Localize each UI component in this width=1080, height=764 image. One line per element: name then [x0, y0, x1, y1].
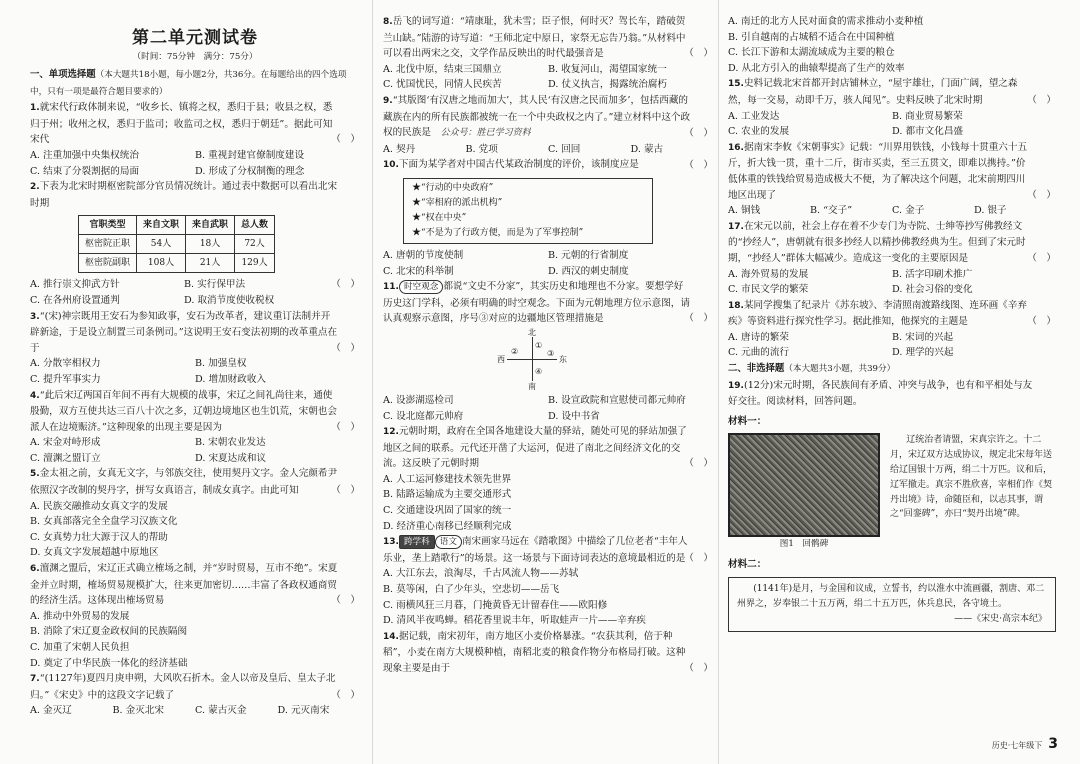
question-number: 8. — [383, 17, 393, 27]
compass-east: 东 — [559, 354, 567, 364]
question-number: 6. — [30, 564, 40, 575]
table-cell: 21人 — [186, 254, 235, 273]
option-a[interactable]: A. 分散宰相权力 — [30, 358, 101, 370]
option-d[interactable]: D. 清风半夜鸣蝉。稻花香里说丰年，听取蛙声一片——辛弃疾 — [383, 615, 646, 627]
answer-blank[interactable]: （ ） — [1027, 316, 1056, 328]
section-note: （本大题共18小题，每小题2分，共36分。在每题给出的四个选项中，只有一项是最符合题目要求的） — [30, 70, 347, 97]
question-text: 南宋画家马远在《踏歌图》中描绘了几位老者“丰年人乐业，垄上踏歌行”的场景。这一场景与下面诗词表达的意境最相近的是 — [383, 536, 688, 564]
material-1 — [728, 433, 1056, 553]
question-text: 史料记载北宋首都开封店铺林立，“屋宇雄壮，门面广阔，望之森然，每一交易，动即千万，骇人闻见”。史料反映了北宋时期 — [728, 78, 1018, 106]
option-b[interactable]: B. 陆路运输成为主要交通形式 — [383, 489, 512, 501]
option-c[interactable]: C. 加重了宋朝人民负担 — [30, 642, 130, 653]
question-number: 17. — [728, 221, 744, 232]
question-text: 某同学搜集了纪录片《苏东坡》、李清照南渡路线图、连环画《辛弃疾》等资料进行探究性学习。据此推知，他探究的主题是 — [728, 299, 1027, 328]
table-cell: 72人 — [235, 235, 275, 254]
question-number: 11. — [383, 282, 399, 293]
options-7 — [30, 703, 360, 719]
options-1 — [30, 148, 360, 179]
question-number: 15. — [728, 79, 744, 90]
question-number: 12. — [383, 427, 399, 438]
evaluation-item: ★“行动的中央政府” — [412, 182, 494, 193]
answer-blank[interactable]: （ ） — [684, 552, 713, 564]
question-text: 据记载，南宋初年，南方地区小麦价格暴涨。“农获其利，倍于种稻”，小麦在南方大规模种植，南稻北麦的粮食作物分布格局打破。这种现象主要是由于 — [383, 630, 686, 674]
page-footer — [992, 736, 1058, 752]
option-a[interactable]: A. 唐朝的节度使制 — [383, 249, 464, 261]
options-9 — [383, 142, 713, 158]
material-source: ——《宋史·高宗本纪》 — [954, 613, 1047, 624]
officials-table — [78, 215, 275, 273]
table-row — [79, 235, 275, 254]
column-divider — [372, 0, 373, 764]
option-c[interactable]: C. 设北庭都元帅府 — [383, 410, 464, 422]
question-text: 澶渊之盟后，宋辽正式确立榷场之制，并“岁时贸易，互市不绝”。宋夏金并立时期，榷场贸易规模扩大，往来更加密切……丰富了各政权通商贸的经济生活。这体现出榷场贸易 — [30, 563, 338, 607]
stele-image — [728, 433, 880, 537]
option-d[interactable]: D. 取消节度使收税权 — [184, 294, 275, 306]
marker-3: ③ — [547, 348, 555, 358]
option-d[interactable]: D. 经济重心南移已经顺利完成 — [383, 520, 512, 532]
question-number: 9. — [383, 95, 393, 106]
evaluation-item: ★“权在中央” — [412, 212, 467, 223]
option-a[interactable]: A. 推动中外贸易的发展 — [30, 610, 130, 622]
question-text: 都说“文史不分家”，其实历史和地理也不分家。要想学好历史这门学科，必须有明确的时空观念。下面为元朝地理方位示意图，请认真观察示意图，序号③对应的边疆地区管理措施是 — [383, 281, 690, 325]
option-c[interactable]: C. 女真势力壮大源于汉人的帮助 — [30, 531, 168, 543]
compass-north: 北 — [528, 327, 536, 337]
options-18 — [728, 330, 1056, 361]
answer-blank[interactable]: （ ） — [331, 279, 360, 291]
material-label: 材料二： — [728, 559, 767, 571]
table-header: 来自文职 — [137, 216, 186, 235]
options-8 — [383, 62, 713, 93]
marker-2: ② — [511, 346, 519, 356]
question-5 — [30, 466, 360, 498]
question-1 — [30, 100, 360, 148]
question-13 — [383, 534, 713, 566]
question-9 — [383, 93, 713, 142]
options-2-wrap — [30, 277, 360, 308]
marker-1: ① — [535, 340, 543, 350]
option-b[interactable]: B. 党项 — [465, 143, 498, 155]
answer-blank[interactable]: （ ） — [1027, 252, 1056, 264]
handwritten-note: 公众号：胜已学习资料 — [440, 128, 531, 139]
option-a[interactable]: A. 北伐中原，结束三国鼎立 — [383, 63, 502, 75]
question-number: 1. — [30, 103, 40, 114]
answer-blank[interactable]: （ ） — [1027, 189, 1056, 201]
option-a[interactable]: A. 人工运河修建技术领先世界 — [383, 473, 512, 485]
question-6 — [30, 561, 360, 609]
option-c[interactable]: C. 回回 — [548, 143, 581, 155]
figure-caption: 图1 回鹘碑 — [779, 539, 829, 550]
table-cell: 129人 — [235, 254, 275, 273]
question-14 — [383, 629, 713, 677]
option-c[interactable]: C. 北宋的科举制 — [383, 265, 454, 277]
material-label: 材料一： — [728, 415, 767, 427]
answer-blank[interactable]: （ ） — [331, 134, 360, 146]
option-d[interactable]: D. 元灭南宋 — [277, 705, 330, 717]
question-text: “其版图‘有汉唐之地而加大’，其人民‘有汉唐之民而加多’，包括西藏的藏族在内的所有民族都被统一在一个中央政权之内了。”建立材料中这个政权的民族是 — [383, 94, 691, 139]
option-a[interactable]: A. 契丹 — [383, 143, 416, 155]
question-number: 10. — [383, 160, 399, 171]
question-number: 7. — [30, 674, 40, 685]
material-text: (1141年)是月，与金国和议成，立誓书，约以淮水中流画疆，割唐、邓二州界之，岁奉银二十五万两，绢二十五万匹，休兵息民，各守境土。 — [737, 583, 1045, 609]
column-left — [30, 14, 360, 756]
footer-label: 历史·七年级下 — [991, 741, 1043, 750]
question-number: 2. — [30, 182, 40, 193]
column-middle — [383, 14, 713, 756]
option-c[interactable]: C. 交通建设巩固了国家的统一 — [383, 505, 512, 517]
direction-diagram — [383, 329, 713, 391]
table-cell: 18人 — [186, 235, 235, 254]
option-b[interactable]: B. 加强皇权 — [195, 358, 247, 370]
option-d[interactable]: D. 蒙古 — [630, 143, 664, 155]
subject-tag: 语文 — [435, 535, 462, 549]
question-text: 下表为北宋时期枢密院部分官员情况统计。通过表中数据可以看出北宋时期 — [30, 181, 338, 209]
question-text: 就宋代行政体制来说，“收乡长、镇将之权，悉归于县；收县之权，悉归于州；收州之权，悉归于监司；收监司之权，悉归于朝廷”。据此可知宋代 — [30, 102, 333, 146]
option-a[interactable]: A. 铜钱 — [728, 205, 761, 217]
option-b[interactable]: B. “交子” — [810, 205, 853, 217]
option-a[interactable]: A. 民族交融推动女真文字的发展 — [30, 500, 168, 512]
option-d[interactable]: D. 从北方引入的曲辕犁提高了生产的效率 — [728, 62, 905, 74]
option-d[interactable]: D. 银子 — [974, 205, 1007, 217]
question-3 — [30, 309, 360, 357]
page-number: 3 — [1048, 736, 1058, 752]
question-8 — [383, 14, 713, 62]
question-text: 下面为某学者对中国古代某政治制度的评价，该制度应是 — [398, 159, 639, 171]
option-c[interactable]: C. 蒙古灭金 — [195, 705, 247, 717]
question-17 — [728, 219, 1056, 267]
option-c[interactable]: C. 元曲的流行 — [728, 347, 790, 359]
options-15 — [728, 109, 1056, 140]
question-number: 5. — [30, 469, 40, 480]
table-header: 总人数 — [235, 216, 275, 235]
options-3 — [30, 356, 360, 387]
option-c[interactable]: C. 农业的发展 — [728, 126, 790, 138]
option-d[interactable]: D. 理学的兴起 — [892, 347, 954, 359]
option-a[interactable]: A. 海外贸易的发展 — [728, 268, 809, 280]
question-4 — [30, 388, 360, 436]
option-b[interactable]: B. 重视封建官僚制度建设 — [195, 149, 305, 161]
option-a[interactable]: A. 设澎湖巡检司 — [383, 394, 454, 406]
question-18 — [728, 298, 1056, 330]
question-19 — [728, 378, 1056, 410]
option-c[interactable]: C. 结束了分裂割据的局面 — [30, 165, 140, 177]
answer-blank[interactable]: （ ） — [331, 342, 360, 354]
option-d[interactable]: D. 增加财政收入 — [195, 373, 267, 385]
option-a[interactable]: A. 推行崇文抑武方针 — [30, 279, 120, 291]
option-b[interactable]: B. 实行保甲法 — [184, 279, 246, 291]
option-d[interactable]: D. 设中书省 — [548, 410, 600, 422]
option-c[interactable]: C. 雨横风狂三月暮，门掩黄昏无计留春住——欧阳修 — [383, 599, 608, 611]
options-17 — [728, 267, 1056, 298]
question-text: 金太祖之前，女真无文字，与邻族交往，使用契丹文字。金人完颜希尹依照汉字改制的契丹字，拼写女真语言，制成女真字。由此可知 — [30, 468, 338, 497]
option-c[interactable]: C. 市民文学的繁荣 — [728, 284, 809, 296]
question-number: 4. — [30, 390, 40, 401]
option-b[interactable]: B. 金灭北宋 — [112, 705, 165, 717]
question-7 — [30, 671, 360, 703]
option-b[interactable]: B. 商业贸易繁荣 — [892, 110, 963, 122]
category-tag: 跨学科 — [399, 535, 435, 549]
table-header: 官职类型 — [79, 216, 137, 235]
question-15 — [728, 76, 1056, 108]
option-b[interactable]: B. 宋朝农业发达 — [195, 437, 266, 449]
option-b[interactable]: B. 消除了宋辽夏金政权间的民族隔阂 — [30, 626, 188, 638]
answer-blank[interactable]: （ ） — [684, 458, 713, 470]
option-a[interactable]: A. 唐诗的繁荣 — [728, 331, 789, 343]
option-c[interactable]: C. 澶渊之盟订立 — [30, 452, 101, 464]
answer-blank[interactable]: （ ） — [684, 160, 713, 172]
question-text: “(1127年)夏四月庚申朔，大风吹石折木。金人以帝及皇后、皇太子北归。”《宋史》中的这段文字记载了 — [30, 673, 336, 701]
answer-blank[interactable]: （ ） — [684, 663, 713, 674]
compass-south: 南 — [528, 381, 536, 391]
answer-blank[interactable]: （ ） — [684, 313, 713, 325]
option-c[interactable]: C. 长江下游和太湖流域成为主要的粮仓 — [728, 47, 895, 59]
question-number: 18. — [728, 300, 744, 311]
answer-blank[interactable]: （ ） — [331, 485, 360, 497]
answer-blank[interactable]: （ ） — [684, 48, 713, 60]
option-c[interactable]: C. 忧国忧民，同情人民疾苦 — [383, 79, 502, 91]
option-b[interactable]: B. 莫等闲，白了少年头，空悲切——岳飞 — [383, 584, 560, 596]
material-text: 辽统治者请盟，宋真宗许之。十二月，宋辽双方达成协议，规定北宋每年送给辽国银十万两，绢二十万匹。议和后，辽军撤走。真宗不胜欣喜，宰相们作《契丹出境》诗，命随臣和，以志其事，谓之“回銮碑”，亦曰“契丹出境”碑。 — [890, 435, 1053, 520]
section-heading — [30, 67, 360, 100]
option-a[interactable]: A. 金灭辽 — [30, 705, 72, 717]
options-11 — [383, 393, 713, 424]
table-row — [79, 254, 275, 273]
options-16 — [728, 203, 1056, 219]
category-tag: 时空观念 — [399, 280, 443, 294]
answer-blank[interactable]: （ ） — [331, 421, 360, 433]
table-cell: 枢密院副职 — [79, 254, 137, 273]
options-2 — [30, 277, 338, 308]
option-c[interactable]: C. 提升军事实力 — [30, 373, 101, 385]
question-number: 13. — [383, 537, 399, 548]
material-2 — [728, 577, 1056, 632]
answer-blank[interactable]: （ ） — [1027, 94, 1056, 106]
compass-horizontal-line — [507, 359, 557, 360]
question-12 — [383, 424, 713, 472]
answer-blank[interactable]: （ ） — [331, 689, 360, 701]
question-text: “(宋)神宗既用王安石为参知政事，安石为改革者，建议重订法制并开辟新途，于是设立制置三司条例司。”这说明王安石变法初期的改革重点在于 — [30, 310, 338, 354]
evaluation-box — [403, 178, 653, 244]
marker-4: ④ — [535, 366, 543, 376]
option-c[interactable]: C. 金子 — [892, 205, 925, 217]
option-b[interactable]: B. 引自越南的占城稻不适合在中国种植 — [728, 31, 895, 43]
section-heading — [728, 361, 1056, 378]
option-a[interactable]: A. 注重加强中央集权统治 — [30, 149, 139, 161]
question-11 — [383, 279, 713, 327]
stele-figure — [728, 433, 880, 553]
option-d[interactable]: D. 都市文化昌盛 — [892, 126, 964, 138]
option-c[interactable]: C. 在各州府设置通判 — [30, 294, 120, 306]
option-d[interactable]: D. 仗义执言，揭露统治腐朽 — [548, 79, 667, 91]
exam-meta: （时间：75分钟 满分：75分） — [132, 52, 258, 62]
options-4 — [30, 435, 360, 466]
table-cell: 108人 — [137, 254, 186, 273]
question-text: 据南宋李攸《宋朝事实》记载：“川界用铁钱，小钱每十贯重六十五斤，折大钱一贯，重十二斤，街市买卖，至三五贯文，即难以携持。”价低体重的铁钱给贸易造成极大不便，为了解决这个问题，北宋前期四川地区出现了 — [728, 141, 1028, 201]
question-16 — [728, 140, 1056, 203]
option-b[interactable]: B. 元朝的行省制度 — [548, 249, 629, 261]
question-number: 14. — [383, 631, 399, 642]
question-number: 19. — [728, 380, 744, 391]
option-b[interactable]: B. 女真部落完全全盘学习汉族文化 — [30, 516, 178, 528]
option-a[interactable]: A. 工业发达 — [728, 110, 780, 122]
option-d[interactable]: D. 宋夏达成和议 — [195, 452, 267, 464]
option-b[interactable]: B. 活字印刷术推广 — [892, 268, 973, 280]
question-text: “此后宋辽两国百年间不再有大规模的战事，宋辽之间礼尚往来，通使殷勤，双方互使共达三百八十次之多，辽朝边境地区也生饥荒，宋朝也会派人在边境赈济。”这种现象的出现主要是因为 — [30, 389, 337, 433]
section-note: （本大题共3小题，共39分） — [784, 364, 896, 375]
question-text: 在宋元以前，社会上存在着不少专门为寺院、士绅等抄写佛教经文的“抄经人”，唐朝就有很多抄经人以精抄佛教经典为生。但到了宋元时期，“抄经人”群体大幅减少。造成这一变化的主要原因是 — [728, 220, 1026, 264]
option-b[interactable]: B. 宋词的兴起 — [892, 331, 954, 343]
column-right — [728, 14, 1056, 756]
option-d[interactable]: D. 女真文字发展超越中原地区 — [30, 547, 159, 559]
exam-title: 第二单元测试卷 — [132, 28, 258, 48]
question-text: 岳飞的词写道：“靖康耻，犹未雪；臣子恨，何时灭？驾长车，踏破贺兰山缺。”陆游的诗写道：“王师北定中原日，家祭无忘告乃翁。”从材料中可以看出两宋之交，文学作品反映出的时代最强音是 — [383, 16, 686, 60]
evaluation-item: ★“不是为了行政方便，而是为了军事控制” — [412, 227, 584, 238]
table-cell: 枢密院正职 — [79, 235, 137, 254]
table-header-row — [79, 216, 275, 235]
section-title: 一、单项选择题 — [30, 69, 96, 80]
option-d[interactable]: D. 社会习俗的变化 — [892, 284, 973, 296]
option-d[interactable]: D. 形成了分权制衡的理念 — [195, 165, 305, 177]
option-d[interactable]: D. 西汉的刺史制度 — [548, 265, 629, 277]
question-10 — [383, 157, 713, 174]
option-a[interactable]: A. 南迁的北方人民对面食的需求推动小麦种植 — [728, 16, 924, 27]
option-a[interactable]: A. 宋金对峙形成 — [30, 437, 101, 449]
compass-west: 西 — [497, 354, 505, 364]
option-d[interactable]: D. 奠定了中华民族一体化的经济基础 — [30, 657, 188, 669]
options-10 — [383, 248, 713, 279]
section-title: 二、非选择题 — [728, 363, 785, 375]
option-b[interactable]: B. 设宣政院和宣慰使司都元帅府 — [548, 394, 686, 406]
evaluation-item: ★“宰相府的派出机构” — [412, 197, 503, 208]
answer-blank[interactable]: （ ） — [331, 595, 360, 607]
column-divider — [718, 0, 719, 764]
question-number: 16. — [728, 142, 744, 153]
question-number: 3. — [30, 311, 40, 322]
question-text: 元朝时期，政府在全国各地建设大量的驿站，随处可见的驿站加强了地区之间的联系。元代还开凿了大运河，促进了南北之间经济文化的交流。这反映了元朝时期 — [383, 426, 687, 470]
table-header: 来自武职 — [186, 216, 235, 235]
option-a[interactable]: A. 大江东去，浪淘尽，千古风流人物——苏轼 — [383, 568, 579, 580]
question-2 — [30, 179, 360, 211]
answer-blank[interactable]: （ ） — [684, 128, 713, 140]
option-b[interactable]: B. 收复河山，渴望国家统一 — [548, 63, 667, 75]
question-text: (12分)宋元时期，各民族间有矛盾、冲突与战争，也有和平相处与友好交往。阅读材料，回答问题。 — [728, 379, 1033, 408]
table-cell: 54人 — [137, 235, 186, 254]
